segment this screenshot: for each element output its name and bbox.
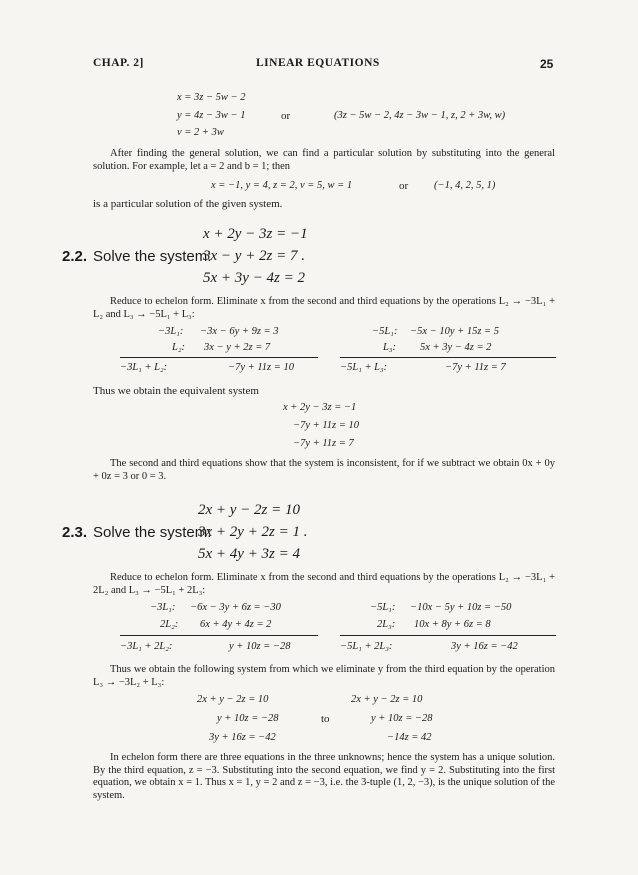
op-label: −5L₁: [372, 326, 398, 337]
equivalent-eq-3: −7y + 11z = 7 [293, 438, 354, 449]
reduction-intro: Reduce to echelon form. Eliminate x from the second and third equations by the operations L₂ → −3L₁ + 2L₂ and L₃ → −5L₁ + 2L₃: [93, 572, 555, 596]
particular-values: x = −1, y = 4, z = 2, v = 5, w = 1 [211, 180, 353, 191]
problem-number: 2.2. [62, 248, 88, 265]
op-equation: −10x − 5y + 10z = −50 [410, 602, 512, 613]
op-equation: 6x + 4y + 4z = 2 [200, 619, 272, 630]
op-label: −3L₁ + 2L₂: [120, 641, 173, 652]
op-label: −5L₁ + L₃: [340, 362, 388, 373]
system-a-eq-3: 3y + 16z = −42 [209, 732, 276, 743]
op-label: −3L₁: [150, 602, 176, 613]
op-label: L₃: [383, 342, 396, 353]
system-a-eq-2: y + 10z = −28 [217, 713, 279, 724]
sum-rule [340, 357, 556, 358]
system-eq-3: 5x + 3y − 4z = 2 [203, 270, 306, 286]
particular-tuple: (−1, 4, 2, 5, 1) [434, 180, 496, 191]
system-eq-1: 2x + y − 2z = 10 [198, 502, 301, 518]
equivalent-eq-2: −7y + 11z = 10 [293, 420, 359, 431]
system-b-eq-1: 2x + y − 2z = 10 [351, 694, 423, 705]
op-label: −5L₁: [370, 602, 396, 613]
chapter-label: CHAP. 2] [93, 57, 144, 69]
sum-rule [340, 635, 556, 636]
system-eq-2: 3x − y + 2z = 7 . [203, 248, 306, 264]
sum-rule [120, 635, 318, 636]
inconsistent-note: The second and third equations show that the system is inconsistent, for if we subtract we obtain 0x + 0y + 0z = 3 or 0 = 3. [93, 458, 555, 482]
op-equation: 3x − y + 2z = 7 [204, 342, 271, 353]
system-eq-3: 5x + 4y + 3z = 4 [198, 546, 301, 562]
system-a-eq-1: 2x + y − 2z = 10 [197, 694, 269, 705]
system-eq-2: 3x + 2y + 2z = 1 . [198, 524, 308, 540]
op-label: −3L₁ + L₂: [120, 362, 168, 373]
problem-prompt: Solve the system: [93, 524, 212, 541]
op-equation: −6x − 3y + 6z = −30 [190, 602, 281, 613]
op-equation: −5x − 10y + 15z = 5 [410, 326, 499, 337]
op-equation: −3x − 6y + 9z = 3 [200, 326, 279, 337]
system-b-eq-3: −14z = 42 [387, 732, 432, 743]
op-equation: −7y + 11z = 7 [445, 362, 506, 373]
op-label: L₂: [172, 342, 185, 353]
general-y: y = 4z − 3w − 1 [177, 110, 246, 121]
system-eq-1: x + 2y − 3z = −1 [203, 226, 308, 242]
running-title: LINEAR EQUATIONS [256, 57, 380, 69]
particular-intro: After finding the general solution, we can find a particular solution by substituting into the general solution. For example, let a = 2 and b = 1; then [93, 148, 555, 172]
or-word: or [281, 110, 291, 122]
equivalent-intro: Thus we obtain the equivalent system [93, 385, 259, 397]
to-word: to [321, 713, 330, 725]
general-tuple: (3z − 5w − 2, 4z − 3w − 1, z, 2 + 3w, w) [334, 110, 506, 121]
sum-rule [120, 357, 318, 358]
general-v: v = 2 + 3w [177, 127, 224, 138]
equivalent-eq-1: x + 2y − 3z = −1 [283, 402, 357, 413]
elimination-intro: Thus we obtain the following system from which we eliminate y from the third equation by the operation L₃ → −3L₂ + L₃: [93, 664, 555, 688]
problem-number: 2.3. [62, 524, 88, 541]
reduction-intro: Reduce to echelon form. Eliminate x from the second and third equations by the operations L₂ → −3L₁ + L₂ and L₃ → −5L₁ + L₃: [93, 296, 555, 320]
op-equation: −7y + 11z = 10 [228, 362, 294, 373]
system-b-eq-2: y + 10z = −28 [371, 713, 433, 724]
page-number: 25 [540, 57, 554, 71]
op-equation: 10x + 8y + 6z = 8 [414, 619, 491, 630]
op-label: −3L₁: [158, 326, 184, 337]
op-equation: y + 10z = −28 [229, 641, 291, 652]
op-label: 2L₂: [160, 619, 179, 630]
or-word: or [399, 180, 409, 192]
problem-prompt: Solve the system: [93, 248, 212, 265]
unique-solution-note: In echelon form there are three equations in the three unknowns; hence the system has a unique solution. By the third equation, z = −3. Substituting into the second equation, we find y = 2. Substituting into the first equation, we obtain x = 1. Thus x = 1, y = 2 and z = −3, i.e. the 3-tuple (1, 2, −3), is the unique solution of the system. [93, 752, 555, 801]
op-label: −5L₁ + 2L₃: [340, 641, 393, 652]
particular-conclusion: is a particular solution of the given system. [93, 198, 283, 210]
op-label: 2L₃: [377, 619, 396, 630]
op-equation: 5x + 3y − 4z = 2 [420, 342, 492, 353]
general-x: x = 3z − 5w − 2 [177, 92, 246, 103]
op-equation: 3y + 16z = −42 [451, 641, 518, 652]
